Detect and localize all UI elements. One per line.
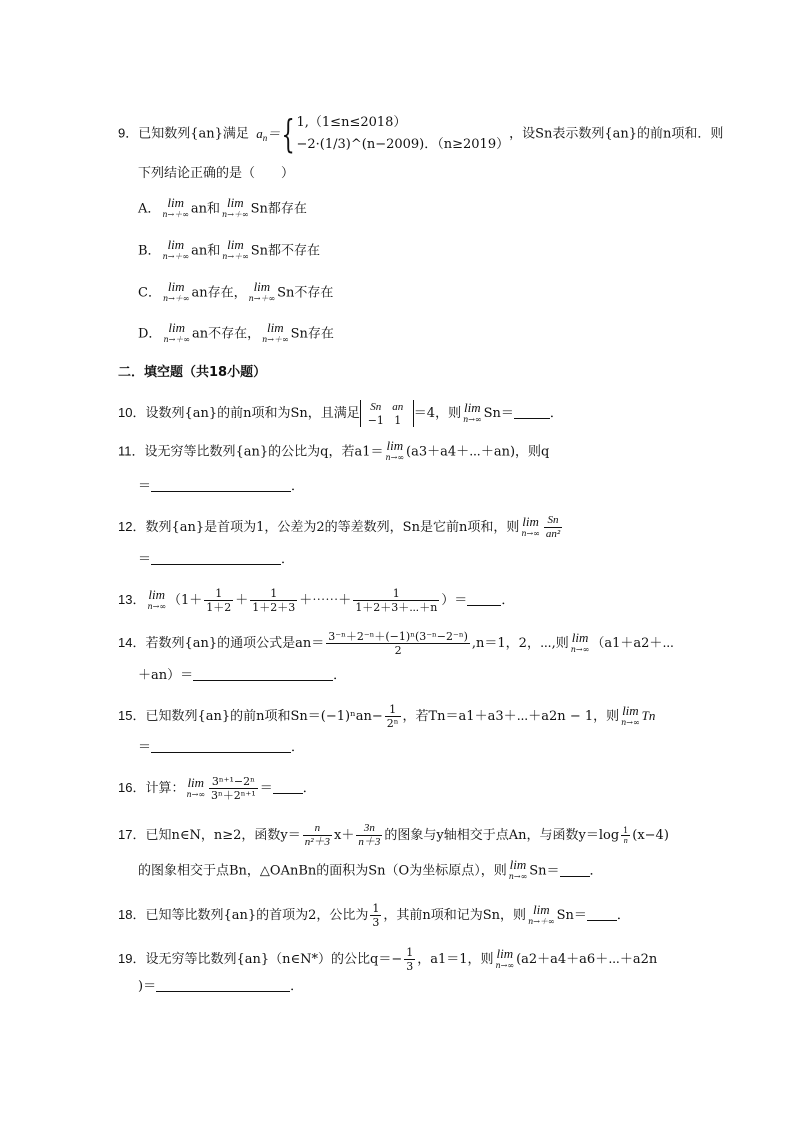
question-15: 15．已知数列{an}的前n项和Sn＝(−1)ⁿan− $\frac{1}{\text{2ⁿ}}$ ，若Tn＝a1＋a3＋⋯＋a2n − 1，则 lim n→∞ Tn bbox=[118, 702, 656, 730]
section-heading: 二．填空题（共18小题） bbox=[118, 365, 267, 380]
option-b[interactable]: B． lim n→＋∞ an和 lim n→＋∞ Sn都不存在 bbox=[138, 237, 321, 261]
question-stem-suffix: ，设Sn表示数列{an}的前n项和．则 bbox=[509, 126, 724, 142]
answer-blank[interactable] bbox=[193, 668, 333, 681]
answer-blank[interactable] bbox=[273, 781, 303, 794]
determinant: Sn an −1 1 bbox=[360, 400, 414, 427]
answer-blank[interactable] bbox=[156, 979, 290, 992]
answer-blank[interactable] bbox=[151, 479, 291, 492]
answer-blank[interactable] bbox=[151, 552, 281, 565]
question-12: 12．数列{an}是首项为1，公差为2的等差数列，Sn是它前n项和，则 lim n→∞ $\frac{Sn}{\text{an²}}$ bbox=[118, 513, 561, 540]
answer-blank[interactable] bbox=[514, 406, 550, 419]
answer-blank[interactable] bbox=[151, 740, 291, 753]
question-11: 11．设无穷等比数列{an}的公比为q，若a1＝ lim n→∞ (a3＋a4＋⋯＋an)，则q bbox=[118, 438, 550, 462]
question-19: 19．设无穷等比数列{an}（n∈N*）的公比q＝− $\frac{1}{3}$ ，a1＝1，则 lim n→∞ (a2＋a4＋a6＋⋯＋a2n bbox=[118, 945, 658, 973]
question-18: 18．已知等比数列{an}的首项为2，公比为 $\frac{1}{3}$ ，其前n项和记为Sn，则 lim n→＋∞ Sn＝ ． bbox=[118, 901, 630, 929]
question-stem-line2: 下列结论正确的是（ ） bbox=[138, 166, 295, 181]
question-number: 9． bbox=[118, 125, 139, 141]
question-10: 10．设数列{an}的前n项和为Sn，且满足 Sn an −1 1 ＝4，则 lim n→∞ Sn＝ ． bbox=[118, 399, 563, 427]
question-16: 16．计算： lim n→∞ $\frac{\text{3ⁿ⁺¹−2ⁿ}}{\text{3ⁿ＋2ⁿ⁺¹}}$ ＝ ． bbox=[118, 774, 316, 802]
question-stem: 已知数列{an}满足 bbox=[138, 126, 249, 142]
answer-blank[interactable] bbox=[560, 864, 590, 877]
option-d[interactable]: D． lim n→＋∞ an不存在， lim n→＋∞ Sn存在 bbox=[138, 320, 334, 344]
piecewise-cases: 1,（1≤n≤2018） −2·(1/3)^(n−2009)．（n≥2019） bbox=[296, 115, 510, 152]
answer-blank[interactable] bbox=[467, 593, 501, 606]
option-c[interactable]: C． lim n→＋∞ an存在， lim n→＋∞ Sn不存在 bbox=[138, 279, 334, 303]
question-14: 14．若数列{an}的通项公式是an＝ $\frac{\text{3⁻ⁿ＋2⁻ⁿ＋(−1)ⁿ(3⁻ⁿ−2⁻ⁿ)}}{2}$ ,n＝1，2，⋯,则 lim n→∞ （a1＋a2＋⋯ bbox=[118, 629, 675, 657]
option-a[interactable]: A． lim n→＋∞ an和 lim n→＋∞ Sn都存在 bbox=[138, 195, 307, 219]
question-13: 13． lim n→∞ （1＋ $\frac{1}{1+2}$ ＋ $\frac{1}{1+2+3}$ ＋⋯⋯＋ $\frac{1}{1+2+3+\cdots+n}$ ）＝ ． bbox=[118, 586, 515, 614]
piecewise-brace: { bbox=[281, 112, 296, 156]
question-17: 17．已知n∈N，n≥2，函数y＝ $\frac{n}{\text{n²＋3}}$ x＋ $\frac{3n}{n+3}$ 的图象与y轴相交于点An，与函数y＝log $\frac{1}{n}$ (x−4) bbox=[118, 822, 669, 848]
answer-blank[interactable] bbox=[587, 908, 617, 921]
